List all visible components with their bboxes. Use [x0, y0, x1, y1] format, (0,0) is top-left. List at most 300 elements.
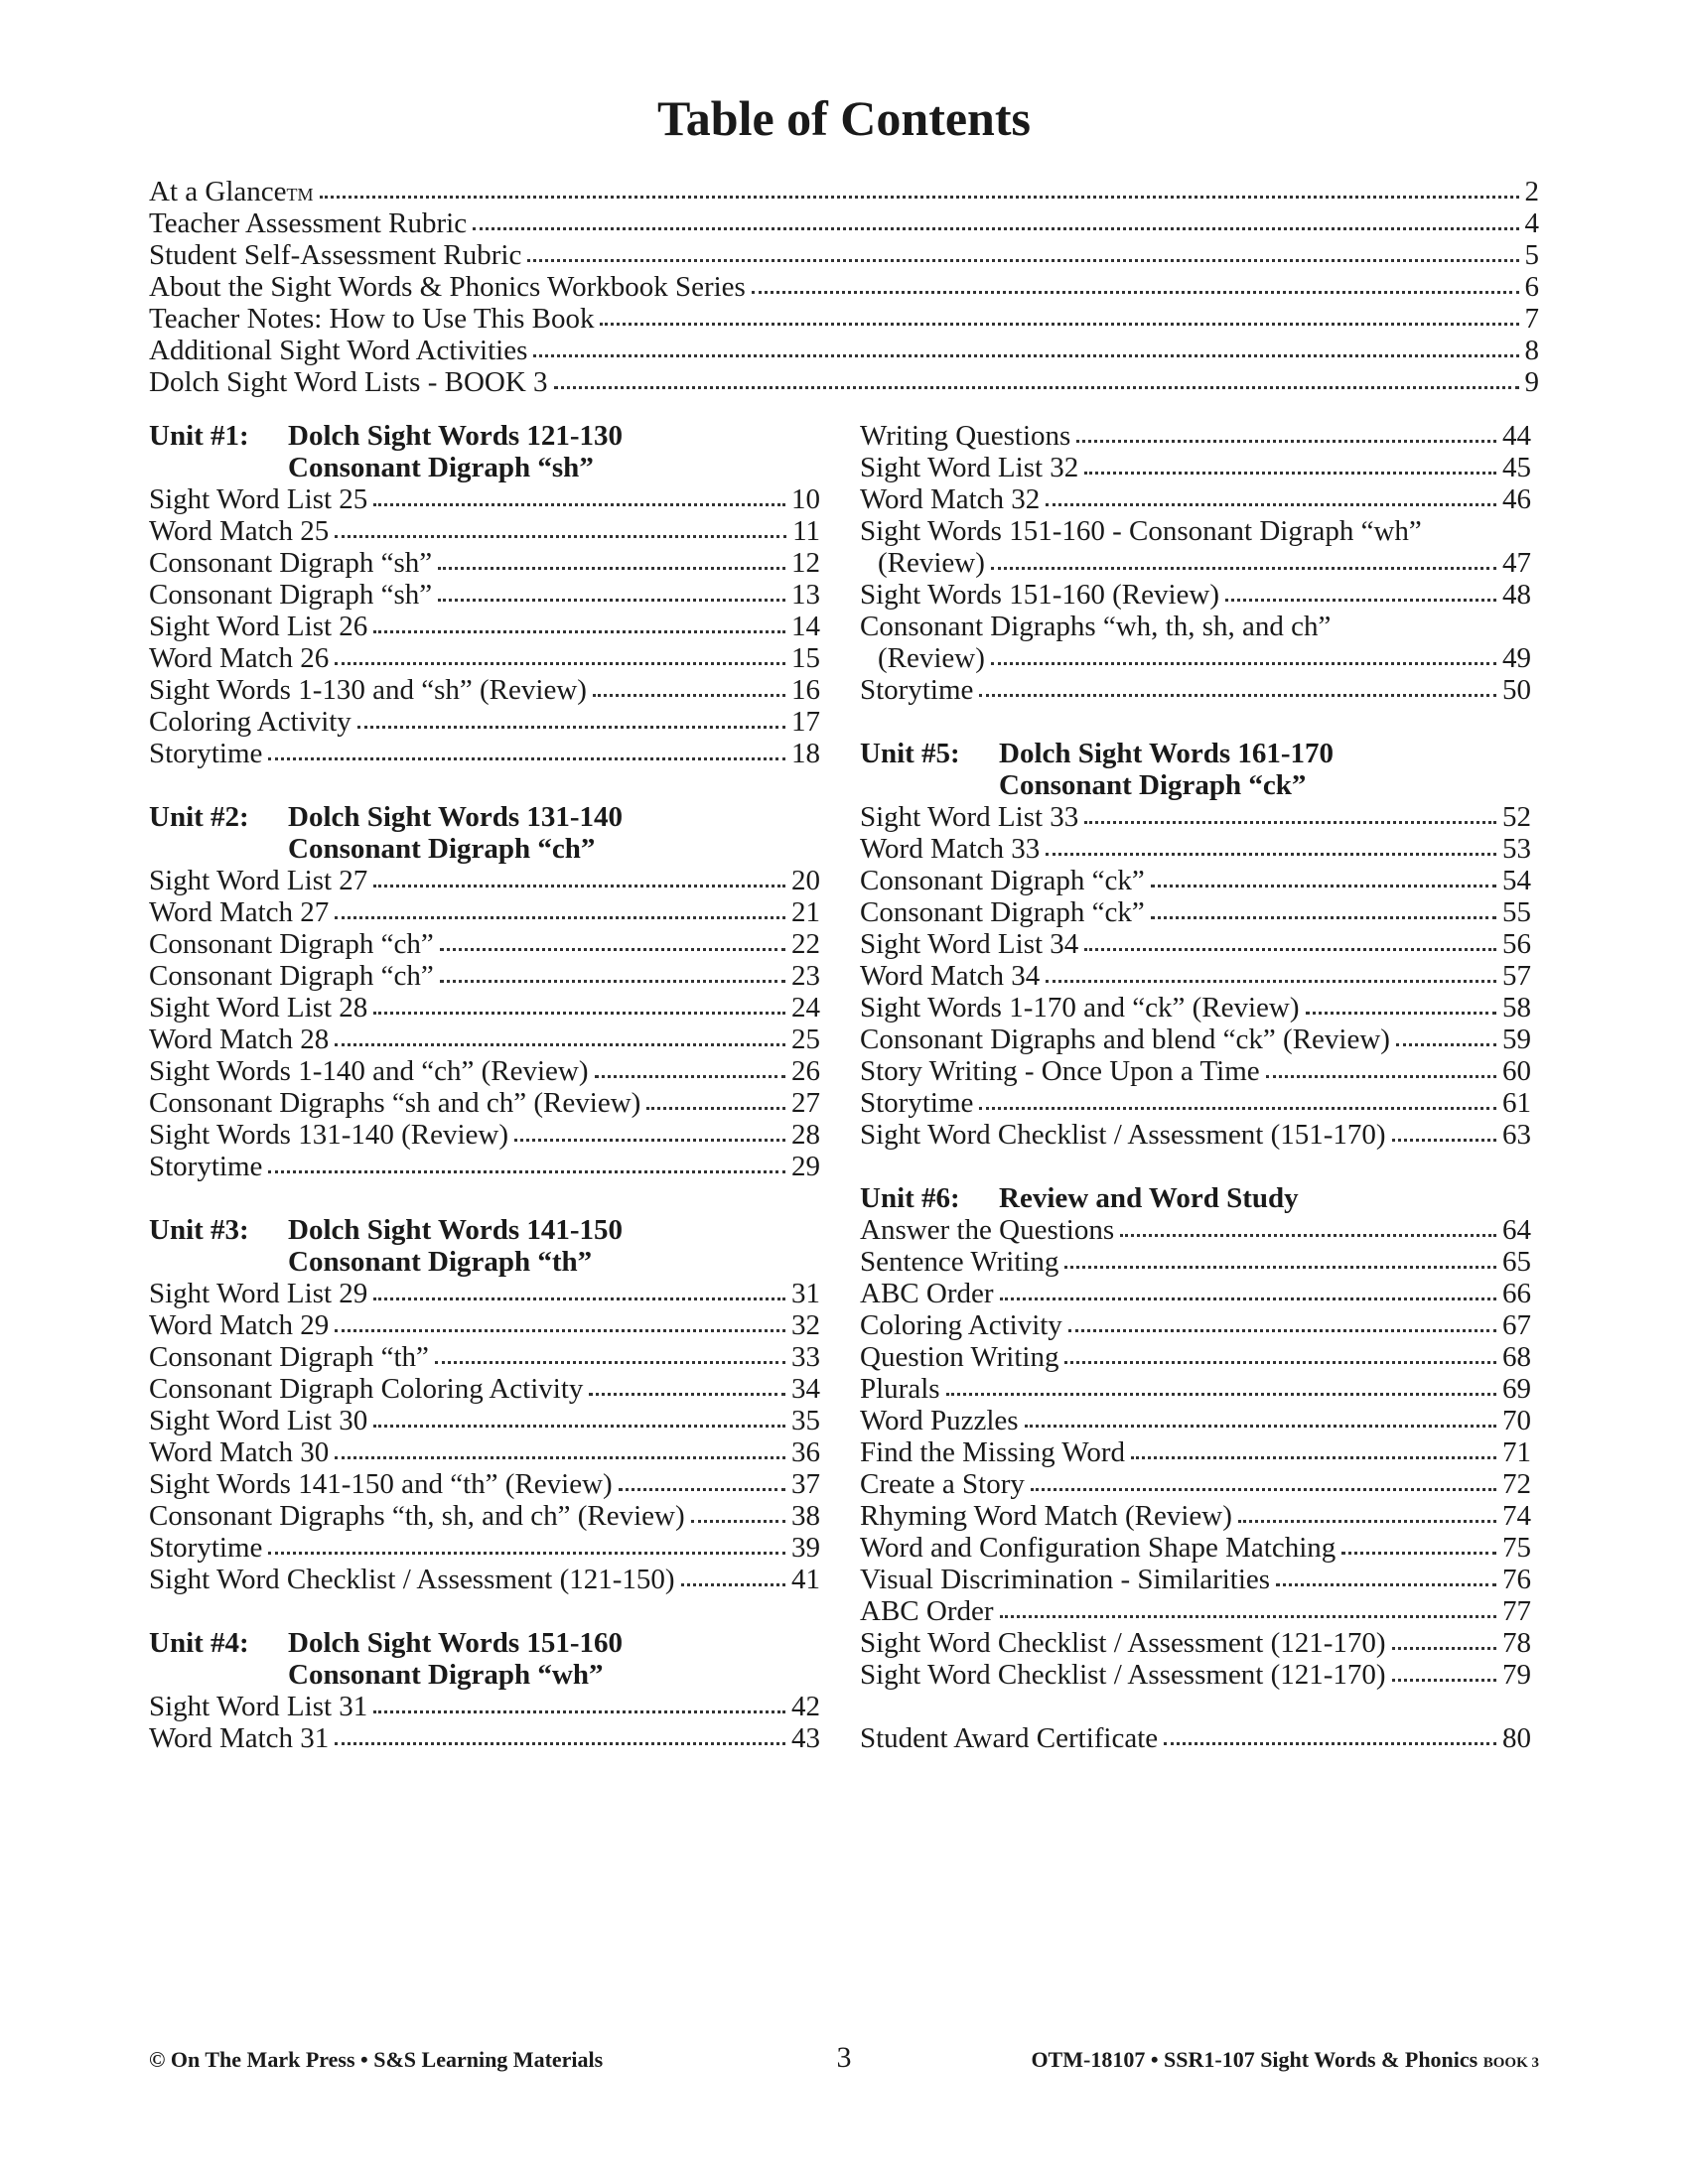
toc-entry-page: 13: [791, 579, 820, 611]
unit-2-title: Dolch Sight Words 131-140: [288, 801, 624, 833]
toc-entry-label: Sight Words 141-150 and “th” (Review): [149, 1468, 613, 1500]
toc-entry[interactable]: [149, 865, 820, 896]
toc-entry[interactable]: [149, 896, 820, 928]
toc-entry-label: Find the Missing Word: [860, 1436, 1126, 1468]
dot-leader: [335, 1456, 785, 1459]
toc-entry-page: 34: [791, 1373, 820, 1405]
front-matter-list: [149, 176, 1539, 398]
toc-entry[interactable]: [149, 1119, 820, 1151]
toc-entry[interactable]: [149, 674, 820, 706]
toc-entry-label: (Review): [878, 642, 985, 674]
unit-3-title: Dolch Sight Words 141-150: [288, 1214, 624, 1246]
toc-entry[interactable]: [860, 1595, 1531, 1627]
dot-leader: [1046, 853, 1496, 856]
unit-2-subtitle: Consonant Digraph “ch”: [288, 833, 596, 865]
toc-entry-page: 74: [1502, 1500, 1531, 1532]
toc-entry-page: 10: [791, 483, 820, 515]
toc-entry-page: 60: [1502, 1055, 1531, 1087]
unit-4-label: Unit #4:: [149, 1627, 249, 1659]
toc-entry-page: 59: [1502, 1024, 1531, 1055]
toc-entry-label: Sight Word List 30: [149, 1405, 368, 1436]
dot-leader: [1266, 1075, 1496, 1078]
dot-leader: [1164, 1742, 1496, 1745]
toc-entry[interactable]: [149, 738, 820, 769]
toc-entry[interactable]: [860, 833, 1531, 865]
dot-leader: [646, 1107, 785, 1110]
footer-book-label: BOOK 3: [1482, 2055, 1539, 2071]
dot-leader: [438, 567, 785, 570]
toc-entry-label: Sight Word List 32: [860, 452, 1079, 483]
toc-entry[interactable]: [149, 366, 1539, 398]
toc-entry-page: 41: [791, 1564, 820, 1595]
toc-entry-label: Sight Word Checklist / Assessment (121-150): [149, 1564, 675, 1595]
toc-entry-page: 46: [1502, 483, 1531, 515]
dot-leader: [1084, 948, 1496, 951]
toc-entry-label: Sight Words 1-140 and “ch” (Review): [149, 1055, 589, 1087]
toc-entry[interactable]: [860, 1405, 1531, 1436]
dot-leader: [527, 259, 1518, 262]
toc-entry-page: 32: [791, 1309, 820, 1341]
toc-entry[interactable]: [149, 335, 1539, 366]
unit-6-title: Review and Word Study: [999, 1182, 1299, 1214]
toc-entry-page: 2: [1524, 176, 1539, 207]
toc-entry-label: Teacher Assessment Rubric: [149, 207, 468, 239]
toc-entry[interactable]: [860, 642, 1531, 674]
toc-entry[interactable]: [860, 801, 1531, 833]
toc-entry[interactable]: [149, 1436, 820, 1468]
dot-leader: [589, 1393, 785, 1396]
toc-entry[interactable]: [860, 674, 1531, 706]
toc-entry[interactable]: [149, 1341, 820, 1373]
dot-leader: [946, 1393, 1496, 1396]
toc-entry-page: 8: [1524, 335, 1539, 366]
toc-entry-page: 14: [791, 611, 820, 642]
toc-entry-page: 64: [1502, 1214, 1531, 1246]
toc-entry[interactable]: [860, 1564, 1531, 1595]
toc-entry[interactable]: [149, 1278, 820, 1309]
dot-leader: [595, 1075, 785, 1078]
toc-entry[interactable]: [860, 1214, 1531, 1246]
toc-entry-label: Sight Words 1-130 and “sh” (Review): [149, 674, 587, 706]
toc-entry[interactable]: [149, 547, 820, 579]
dot-leader: [1276, 1583, 1496, 1586]
toc-entry[interactable]: [860, 1119, 1531, 1151]
toc-entry-label: Consonant Digraph “sh”: [149, 579, 433, 611]
toc-entry-page: 43: [791, 1722, 820, 1754]
toc-entry-label: Storytime: [860, 1087, 974, 1119]
dot-leader: [335, 535, 786, 538]
dot-leader: [373, 503, 785, 506]
toc-entry-label: Word Match 27: [149, 896, 330, 928]
toc-entry[interactable]: [860, 515, 1531, 547]
unit-4-subtitle: Consonant Digraph “wh”: [288, 1659, 604, 1691]
toc-entry-page: 49: [1502, 642, 1531, 674]
toc-entry[interactable]: [149, 207, 1539, 239]
dot-leader: [979, 1107, 1496, 1110]
toc-entry-label: Consonant Digraph “th”: [149, 1341, 429, 1373]
toc-entry[interactable]: [149, 1532, 820, 1564]
toc-entry[interactable]: [149, 1055, 820, 1087]
toc-entry[interactable]: [860, 1627, 1531, 1659]
toc-entry-page: 26: [791, 1055, 820, 1087]
toc-entry[interactable]: [860, 1500, 1531, 1532]
toc-entry[interactable]: [860, 420, 1531, 452]
toc-entry-page: 31: [791, 1278, 820, 1309]
unit-6-label: Unit #6:: [860, 1182, 960, 1214]
dot-leader: [514, 1139, 785, 1142]
toc-entry-label: Coloring Activity: [149, 706, 352, 738]
toc-entry[interactable]: [149, 303, 1539, 335]
toc-entry-label: Word Match 28: [149, 1024, 330, 1055]
toc-entry[interactable]: [860, 1373, 1531, 1405]
toc-entry-label: Additional Sight Word Activities: [149, 335, 528, 366]
toc-entry-label: Word Match 34: [860, 960, 1041, 992]
toc-entry-label: Create a Story: [860, 1468, 1025, 1500]
toc-entry[interactable]: [149, 706, 820, 738]
dot-leader: [1076, 440, 1496, 443]
toc-entry[interactable]: [149, 579, 820, 611]
dot-leader: [1238, 1520, 1496, 1523]
dot-leader: [979, 694, 1496, 697]
toc-entry-label: ABC Order: [860, 1278, 994, 1309]
dot-leader: [268, 1552, 785, 1555]
dot-leader: [1392, 1679, 1496, 1682]
toc-entry[interactable]: [149, 239, 1539, 271]
toc-entry-label: Answer the Questions: [860, 1214, 1115, 1246]
dot-leader: [1392, 1139, 1496, 1142]
toc-entry[interactable]: [860, 452, 1531, 483]
unit-6-section: [860, 1182, 1531, 1691]
dot-leader: [1046, 980, 1496, 983]
toc-entry[interactable]: [149, 1468, 820, 1500]
toc-entry-page: 21: [791, 896, 820, 928]
dot-leader: [1084, 472, 1496, 475]
toc-entry-page: 50: [1502, 674, 1531, 706]
toc-entry-page: 67: [1502, 1309, 1531, 1341]
toc-entry[interactable]: [860, 1532, 1531, 1564]
page-footer: [149, 2041, 1539, 2077]
unit-6-heading: [860, 1182, 1531, 1214]
toc-entry-page: 16: [791, 674, 820, 706]
toc-entry-page: 45: [1502, 452, 1531, 483]
dot-leader: [691, 1520, 785, 1523]
toc-entry-page: 37: [791, 1468, 820, 1500]
dot-leader: [1000, 1297, 1496, 1300]
toc-entry-page: 35: [791, 1405, 820, 1436]
dot-leader: [268, 1170, 785, 1173]
dot-leader: [335, 1043, 785, 1046]
toc-entry-label: Student Self-Assessment Rubric: [149, 239, 522, 271]
toc-entry[interactable]: [860, 1468, 1531, 1500]
toc-entry[interactable]: [860, 1055, 1531, 1087]
toc-entry-label: Plurals: [860, 1373, 940, 1405]
toc-entry[interactable]: [149, 515, 820, 547]
toc-entry[interactable]: [149, 992, 820, 1024]
toc-entry-page: 70: [1502, 1405, 1531, 1436]
left-column: [149, 420, 820, 1786]
toc-entry[interactable]: [149, 1087, 820, 1119]
unit-5-title: Dolch Sight Words 161-170: [999, 738, 1335, 769]
dot-leader: [1025, 1425, 1496, 1428]
dot-leader: [593, 694, 785, 697]
toc-entry-page: 7: [1524, 303, 1539, 335]
toc-entry-page: 54: [1502, 865, 1531, 896]
toc-entry-label: Word Match 31: [149, 1722, 330, 1754]
toc-entry[interactable]: [149, 928, 820, 960]
dot-leader: [373, 1425, 785, 1428]
unit-3-section: [149, 1214, 820, 1595]
toc-entry-page: 80: [1502, 1722, 1531, 1754]
toc-entry[interactable]: [149, 1373, 820, 1405]
toc-entry-label: Teacher Notes: How to Use This Book: [149, 303, 595, 335]
unit-1-subtitle: Consonant Digraph “sh”: [288, 452, 594, 483]
toc-entry-page: 77: [1502, 1595, 1531, 1627]
dot-leader: [435, 1361, 785, 1364]
toc-entry[interactable]: [860, 1436, 1531, 1468]
toc-entry[interactable]: [860, 611, 1531, 642]
dot-leader: [1046, 503, 1496, 506]
toc-entry-page: 4: [1524, 207, 1539, 239]
dot-leader: [268, 757, 785, 760]
toc-entry-page: 36: [791, 1436, 820, 1468]
toc-entry-label: Storytime: [149, 1151, 263, 1182]
dot-leader: [1306, 1012, 1496, 1015]
toc-entry-label: Sight Word Checklist / Assessment (121-170): [860, 1627, 1386, 1659]
toc-entry[interactable]: [149, 1024, 820, 1055]
toc-entry[interactable]: [860, 865, 1531, 896]
toc-entry-label: Sight Word List 29: [149, 1278, 368, 1309]
toc-entry-page: 63: [1502, 1119, 1531, 1151]
toc-entry-label: ABC Order: [860, 1595, 994, 1627]
toc-entry-page: 55: [1502, 896, 1531, 928]
toc-entry-label: Word Match 33: [860, 833, 1041, 865]
toc-entry[interactable]: [860, 1087, 1531, 1119]
toc-entry-page: 6: [1524, 271, 1539, 303]
toc-entry-label: Word Match 30: [149, 1436, 330, 1468]
dot-leader: [357, 726, 785, 729]
toc-entry[interactable]: [860, 1659, 1531, 1691]
toc-entry-label: Sight Word List 34: [860, 928, 1079, 960]
toc-entry[interactable]: At a Glance TM 2: [149, 176, 1539, 207]
toc-entry-label: Coloring Activity: [860, 1309, 1062, 1341]
toc-entry[interactable]: [860, 960, 1531, 992]
toc-entry-label: Sight Words 151-160 (Review): [860, 579, 1220, 611]
toc-entry[interactable]: [860, 1309, 1531, 1341]
toc-entry[interactable]: [860, 1246, 1531, 1278]
unit-1-heading: [149, 420, 820, 483]
toc-entry-page: 11: [792, 515, 820, 547]
toc-entry-page: 42: [791, 1691, 820, 1722]
toc-entry-label: Rhyming Word Match (Review): [860, 1500, 1232, 1532]
toc-entry-label: Word Match 29: [149, 1309, 330, 1341]
unit-3-subtitle: Consonant Digraph “th”: [288, 1246, 593, 1278]
toc-entry-page: 69: [1502, 1373, 1531, 1405]
dot-leader: [533, 354, 1518, 357]
toc-entry[interactable]: [860, 1341, 1531, 1373]
toc-entry[interactable]: [149, 483, 820, 515]
toc-entry[interactable]: [149, 1691, 820, 1722]
unit-2-label: Unit #2:: [149, 801, 249, 833]
unit-5-label: Unit #5:: [860, 738, 960, 769]
toc-entry-page: 20: [791, 865, 820, 896]
dot-leader: [1396, 1043, 1496, 1046]
dot-leader: [554, 386, 1519, 389]
dot-leader: [473, 227, 1518, 230]
dot-leader: [1120, 1234, 1496, 1237]
toc-entry-label: Dolch Sight Word Lists - BOOK 3: [149, 366, 548, 398]
toc-entry-label: Sentence Writing: [860, 1246, 1059, 1278]
dot-leader: [1031, 1488, 1496, 1491]
unit-4-title: Dolch Sight Words 151-160: [288, 1627, 624, 1659]
unit-5-section: [860, 738, 1531, 1151]
toc-entry-label: Sight Word Checklist / Assessment (121-170): [860, 1659, 1386, 1691]
toc-entry-page: 33: [791, 1341, 820, 1373]
toc-entry-page: 52: [1502, 801, 1531, 833]
toc-entry-label: Consonant Digraphs “wh, th, sh, and ch”: [860, 611, 1332, 642]
toc-entry-label: Sight Word List 25: [149, 483, 368, 515]
unit-4-heading: [149, 1627, 820, 1691]
dot-leader: [681, 1583, 785, 1586]
page-title: Table of Contents: [657, 90, 1031, 146]
toc-entry-page: 29: [791, 1151, 820, 1182]
toc-entry[interactable]: [860, 547, 1531, 579]
toc-entry-label: Sight Word Checklist / Assessment (151-170): [860, 1119, 1386, 1151]
toc-entry-label: (Review): [878, 547, 985, 579]
unit-3-label: Unit #3:: [149, 1214, 249, 1246]
dot-leader: [373, 1297, 785, 1300]
toc-entry-page: 75: [1502, 1532, 1531, 1564]
footer-product-main: OTM-18107 • SSR1-107 Sight Words & Phonics: [1031, 2047, 1478, 2072]
toc-entry-label: Consonant Digraphs and blend “ck” (Review): [860, 1024, 1390, 1055]
toc-entry-page: 79: [1502, 1659, 1531, 1691]
toc-entry[interactable]: [149, 271, 1539, 303]
toc-entry-page: 28: [791, 1119, 820, 1151]
toc-entry-label: Sight Words 151-160 - Consonant Digraph “wh”: [860, 515, 1422, 547]
toc-entry-label: Story Writing - Once Upon a Time: [860, 1055, 1260, 1087]
dot-leader: [1000, 1615, 1496, 1618]
toc-entry[interactable]: [149, 1722, 820, 1754]
unit-1-label: Unit #1:: [149, 420, 249, 452]
toc-entry-page: 76: [1502, 1564, 1531, 1595]
toc-entry[interactable]: [860, 928, 1531, 960]
toc-entry-page: 12: [791, 547, 820, 579]
toc-entry-page: 22: [791, 928, 820, 960]
toc-entry-page: 38: [791, 1500, 820, 1532]
dot-leader: [440, 980, 785, 983]
dot-leader: [335, 916, 785, 919]
toc-entry-page: 5: [1524, 239, 1539, 271]
toc-entry-page: 65: [1502, 1246, 1531, 1278]
dot-leader: [320, 196, 1519, 199]
toc-entry-label: Word and Configuration Shape Matching: [860, 1532, 1336, 1564]
dot-leader: [373, 630, 785, 633]
toc-entry-page: 68: [1502, 1341, 1531, 1373]
toc-entry[interactable]: [149, 1564, 820, 1595]
toc-entry-page: 66: [1502, 1278, 1531, 1309]
unit-5-heading: [860, 738, 1531, 801]
toc-entry[interactable]: [860, 579, 1531, 611]
dot-leader: [335, 1742, 785, 1745]
dot-leader: [1084, 821, 1496, 824]
toc-entry-label: Word Match 25: [149, 515, 330, 547]
toc-entry-label: Writing Questions: [860, 420, 1071, 452]
footer-page-number: 3: [836, 2041, 852, 2074]
toc-entry-label: Visual Discrimination - Similarities: [860, 1564, 1271, 1595]
footer-product-code: [1031, 2047, 1539, 2073]
toc-entry[interactable]: [149, 1500, 820, 1532]
toc-entry[interactable]: [860, 483, 1531, 515]
toc-entry-page: 56: [1502, 928, 1531, 960]
dot-leader: [335, 1329, 785, 1332]
toc-entry-page: 15: [791, 642, 820, 674]
toc-entry-page: 61: [1502, 1087, 1531, 1119]
toc-entry[interactable]: [149, 1309, 820, 1341]
toc-entry-label: Sight Words 131-140 (Review): [149, 1119, 509, 1151]
toc-entry-label: Storytime: [149, 738, 263, 769]
unit-5-subtitle: Consonant Digraph “ck”: [999, 769, 1307, 801]
toc-entry[interactable]: [860, 992, 1531, 1024]
toc-entry-label: Storytime: [149, 1532, 263, 1564]
footer-publisher: © On The Mark Press • S&S Learning Materials: [149, 2047, 604, 2072]
dot-leader: [752, 291, 1519, 294]
toc-entry-label: Question Writing: [860, 1341, 1059, 1373]
right-column: [860, 420, 1531, 1754]
toc-entry-page: 47: [1502, 547, 1531, 579]
toc-entry[interactable]: [149, 642, 820, 674]
toc-entry-page: 27: [791, 1087, 820, 1119]
toc-entry-label: Word Match 26: [149, 642, 330, 674]
dot-leader: [991, 662, 1496, 665]
toc-entry-label: Sight Word List 33: [860, 801, 1079, 833]
dot-leader: [373, 1012, 785, 1015]
toc-entry-page: 18: [791, 738, 820, 769]
toc-entry-certificate[interactable]: [860, 1722, 1531, 1754]
toc-entry[interactable]: [149, 611, 820, 642]
toc-entry-label: Consonant Digraph “ch”: [149, 928, 434, 960]
toc-entry-label: Sight Word List 26: [149, 611, 368, 642]
toc-entry-label: Sight Word List 31: [149, 1691, 368, 1722]
dot-leader: [1225, 599, 1496, 602]
dot-leader: [438, 599, 785, 602]
toc-entry-page: 24: [791, 992, 820, 1024]
toc-entry[interactable]: [860, 896, 1531, 928]
toc-entry-label: Consonant Digraphs “sh and ch” (Review): [149, 1087, 641, 1119]
toc-entry[interactable]: [860, 1024, 1531, 1055]
toc-entry-label: Word Match 32: [860, 483, 1041, 515]
dot-leader: [1151, 885, 1496, 887]
toc-entry-page: 44: [1502, 420, 1531, 452]
toc-entry-page: 25: [791, 1024, 820, 1055]
toc-entry[interactable]: [149, 960, 820, 992]
unit-1-title: Dolch Sight Words 121-130: [288, 420, 624, 452]
toc-entry-page: 23: [791, 960, 820, 992]
dot-leader: [373, 885, 785, 887]
dot-leader: [373, 1710, 785, 1713]
unit-3-heading: [149, 1214, 820, 1278]
dot-leader: [1341, 1552, 1496, 1555]
toc-entry-label: Consonant Digraph “ck”: [860, 896, 1145, 928]
toc-entry-page: 57: [1502, 960, 1531, 992]
toc-entry-label: At a Glance: [149, 176, 287, 207]
toc-entry[interactable]: [149, 1151, 820, 1182]
toc-entry-page: 72: [1502, 1468, 1531, 1500]
dot-leader: [1151, 916, 1496, 919]
toc-entry-label: Storytime: [860, 674, 974, 706]
toc-entry-label: Consonant Digraph “ck”: [860, 865, 1145, 896]
toc-entry[interactable]: [860, 1278, 1531, 1309]
toc-entry-label: Consonant Digraph Coloring Activity: [149, 1373, 584, 1405]
toc-entry[interactable]: [149, 1405, 820, 1436]
